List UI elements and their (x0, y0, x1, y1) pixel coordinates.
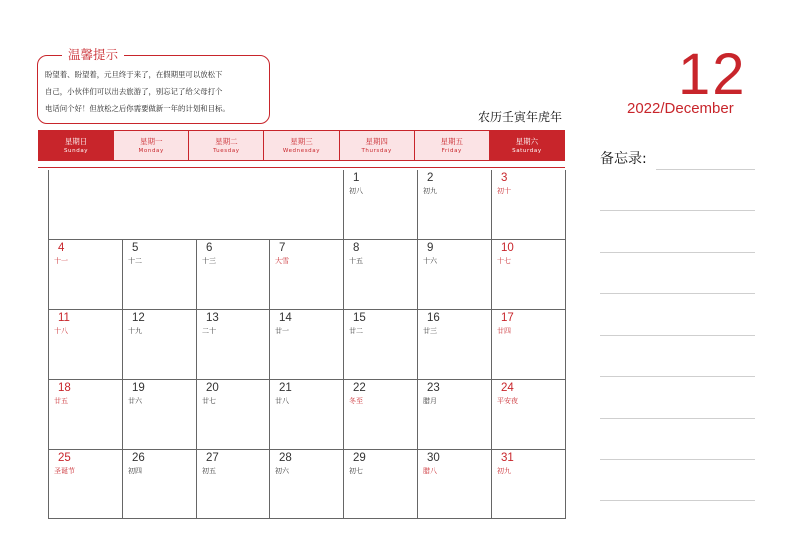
day-cell[interactable] (344, 380, 418, 450)
day-cell[interactable] (197, 380, 270, 450)
lunar-date: 腊八 (423, 467, 437, 475)
lunar-date: 大雪 (275, 257, 289, 265)
lunar-date: 初五 (202, 467, 216, 475)
lunar-year: 农历壬寅年虎年 (478, 110, 563, 124)
weekday-cn: 星期日 (64, 137, 88, 146)
day-cell[interactable] (49, 310, 123, 380)
memo-line[interactable] (600, 293, 755, 294)
day-number: 18 (58, 382, 71, 394)
day-number: 29 (353, 452, 366, 464)
lunar-date: 冬至 (349, 397, 363, 405)
day-cell[interactable] (270, 310, 344, 380)
lunar-date: 初六 (275, 467, 289, 475)
header-rule (38, 167, 565, 168)
day-cell[interactable] (418, 240, 492, 310)
day-number: 28 (279, 452, 292, 464)
calendar-empty-span (49, 170, 344, 240)
year-month: 2022/December (627, 100, 734, 117)
day-cell[interactable] (123, 310, 197, 380)
day-cell[interactable] (492, 450, 566, 519)
day-number: 13 (206, 312, 219, 324)
lunar-date: 初八 (349, 187, 363, 195)
day-cell[interactable] (492, 170, 566, 240)
lunar-date: 十七 (497, 257, 511, 265)
lunar-date: 廿五 (54, 397, 68, 405)
day-number: 1 (353, 172, 360, 184)
day-number: 24 (501, 382, 514, 394)
day-number: 9 (427, 242, 434, 254)
tips-line-2: 自己，小伙伴们可以出去旅游了，别忘记了给父母打个 (45, 87, 223, 96)
lunar-date: 初九 (423, 187, 437, 195)
calendar-grid (48, 170, 565, 519)
lunar-date: 十一 (54, 257, 68, 265)
weekday-header (38, 130, 565, 161)
day-number: 19 (132, 382, 145, 394)
lunar-date: 十六 (423, 257, 437, 265)
day-cell[interactable] (344, 450, 418, 519)
lunar-date: 腊月 (423, 397, 437, 405)
day-number: 11 (58, 312, 70, 324)
lunar-date: 廿四 (497, 327, 511, 335)
day-number: 6 (206, 242, 213, 254)
lunar-date: 廿二 (349, 327, 363, 335)
day-number: 12 (132, 312, 145, 324)
weekday-cn: 星期一 (139, 137, 163, 146)
weekday-en: Monday (138, 148, 164, 154)
day-number: 10 (501, 242, 514, 254)
day-cell[interactable] (344, 240, 418, 310)
memo-line[interactable] (600, 210, 755, 211)
weekday-cn: 星期三 (290, 137, 313, 146)
tips-title: 温馨提示 (62, 47, 124, 63)
weekday-wednesday (264, 131, 339, 160)
lunar-date: 廿一 (275, 327, 289, 335)
weekday-en: Sunday (63, 148, 89, 154)
day-cell[interactable] (197, 450, 270, 519)
tips-line-1: 盼望着、盼望着，元旦终于来了，在假期里可以放松下 (45, 70, 223, 79)
lunar-date: 二十 (202, 327, 216, 335)
weekday-en: Tuesday (213, 148, 240, 154)
lunar-date: 廿三 (423, 327, 437, 335)
lunar-date: 十八 (54, 327, 68, 335)
day-number: 27 (206, 452, 219, 464)
day-number: 21 (279, 382, 292, 394)
day-cell[interactable] (49, 450, 123, 519)
weekday-tuesday (189, 131, 264, 160)
day-number: 20 (206, 382, 219, 394)
day-number: 15 (353, 312, 366, 324)
memo-line[interactable] (600, 252, 755, 253)
lunar-date: 初四 (128, 467, 142, 475)
month-number: 12 (678, 42, 747, 107)
day-number: 7 (279, 242, 286, 254)
day-number: 4 (58, 242, 65, 254)
lunar-date: 廿八 (275, 397, 289, 405)
memo-label: 备忘录: (600, 151, 647, 167)
day-number: 14 (279, 312, 292, 324)
day-number: 3 (501, 172, 508, 184)
day-number: 30 (427, 452, 440, 464)
weekday-friday (415, 131, 490, 160)
day-cell[interactable] (270, 450, 344, 519)
day-number: 22 (353, 382, 366, 394)
lunar-date: 廿七 (202, 397, 216, 405)
weekday-thursday (340, 131, 415, 160)
lunar-date: 圣诞节 (54, 467, 75, 475)
memo-line[interactable] (600, 418, 755, 419)
day-cell[interactable] (492, 380, 566, 450)
tips-line-3: 电话问个好！但放松之后你需要做新一年的计划和目标。 (45, 104, 230, 113)
day-number: 31 (501, 452, 514, 464)
day-number: 26 (132, 452, 145, 464)
memo-line[interactable] (600, 500, 755, 501)
day-cell[interactable] (418, 170, 492, 240)
weekday-cn: 星期四 (365, 137, 388, 146)
lunar-date: 初九 (497, 467, 511, 475)
day-number: 23 (427, 382, 440, 394)
lunar-date: 廿六 (128, 397, 142, 405)
day-cell[interactable] (197, 310, 270, 380)
day-number: 8 (353, 242, 360, 254)
weekday-sunday (39, 131, 114, 160)
weekday-en: Saturday (512, 148, 542, 154)
weekday-cn: 星期二 (215, 137, 238, 146)
lunar-date: 十二 (128, 257, 142, 265)
day-cell[interactable] (123, 240, 197, 310)
day-cell[interactable] (344, 310, 418, 380)
day-cell[interactable] (123, 380, 197, 450)
day-number: 17 (501, 312, 514, 324)
weekday-en: Wednesday (282, 148, 321, 154)
lunar-date: 平安夜 (497, 397, 518, 405)
weekday-en: Friday (441, 148, 462, 154)
day-number: 16 (427, 312, 440, 324)
day-cell[interactable] (418, 450, 492, 519)
day-cell[interactable] (492, 240, 566, 310)
memo-line[interactable] (600, 459, 755, 460)
day-number: 5 (132, 242, 139, 254)
memo-line[interactable] (600, 376, 755, 377)
day-cell[interactable] (270, 240, 344, 310)
day-cell[interactable] (49, 380, 123, 450)
memo-line[interactable] (656, 169, 755, 170)
day-number: 2 (427, 172, 434, 184)
day-cell[interactable] (123, 450, 197, 519)
lunar-date: 十五 (349, 257, 363, 265)
lunar-date: 十三 (202, 257, 216, 265)
lunar-date: 初十 (497, 187, 511, 195)
day-cell[interactable] (418, 380, 492, 450)
day-cell[interactable] (418, 310, 492, 380)
memo-line[interactable] (600, 335, 755, 336)
day-cell[interactable] (270, 380, 344, 450)
weekday-monday (114, 131, 189, 160)
weekday-cn: 星期五 (440, 137, 464, 146)
day-cell[interactable] (197, 240, 270, 310)
lunar-date: 初七 (349, 467, 363, 475)
weekday-en: Thursday (361, 148, 392, 154)
day-number: 25 (58, 452, 71, 464)
day-cell[interactable] (344, 170, 418, 240)
day-cell[interactable] (492, 310, 566, 380)
weekday-saturday (490, 131, 564, 160)
day-cell[interactable] (49, 240, 123, 310)
lunar-date: 十九 (128, 327, 142, 335)
weekday-cn: 星期六 (515, 137, 539, 146)
